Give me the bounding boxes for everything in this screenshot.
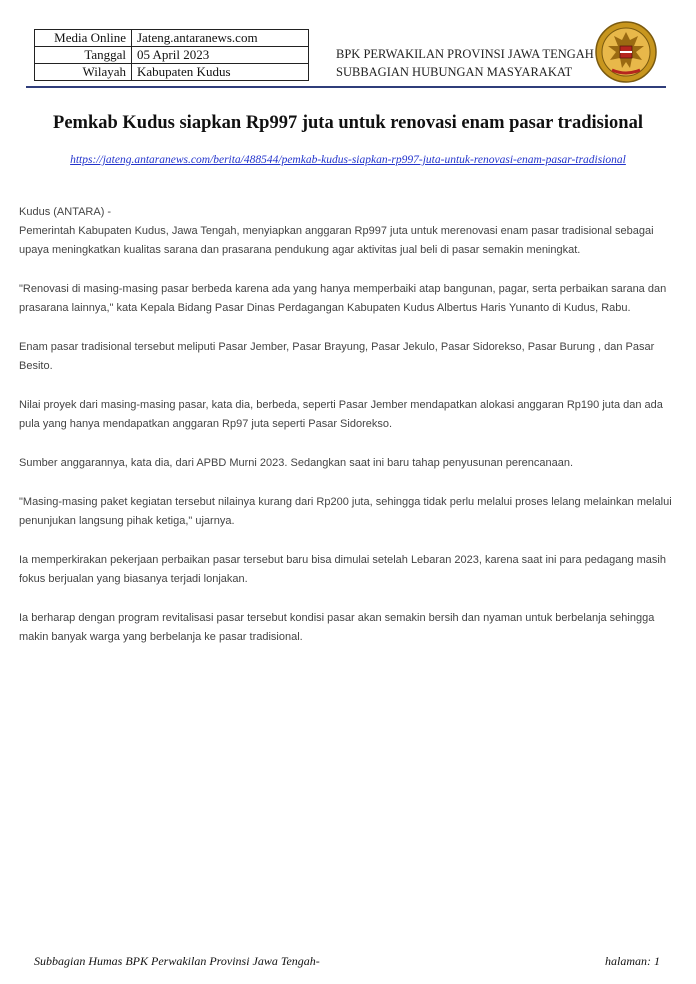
org-name: BPK PERWAKILAN PROVINSI JAWA TENGAH (336, 47, 594, 61)
media-info-table (34, 29, 309, 81)
org-heading (336, 45, 594, 81)
article-paragraph: Nilai proyek dari masing-masing pasar, kata dia, berbeda, seperti Pasar Jember mendapatkan alokasi anggaran Rp190 juta dan ada pula yang hanya mendapatkan anggaran Rp97 juta seperti Pasar Sidorekso. (19, 399, 663, 430)
date-info-row (35, 47, 309, 64)
media-label: Media Online (35, 30, 132, 47)
article-title: Pemkab Kudus siapkan Rp997 juta untuk renovasi enam pasar tradisional (53, 113, 643, 133)
article-paragraph: "Masing-masing paket kegiatan tersebut nilainya kurang dari Rp200 juta, sehingga tidak perlu melalui proses lelang melainkan melalui penunjukan langsung pihak ketiga," ujarnya. (19, 496, 672, 527)
media-info-row (35, 30, 309, 47)
date-label: Tanggal (35, 47, 132, 64)
region-value: Kabupaten Kudus (132, 64, 309, 81)
article-source-link[interactable]: https://jateng.antaranews.com/berita/488544/pemkab-kudus-siapkan-rp997-juta-untuk-renovasi-enam-pasar-tradisional (70, 154, 626, 166)
article-paragraph: Sumber anggarannya, kata dia, dari APBD Murni 2023. Sedangkan saat ini baru tahap penyusunan perencanaan. (19, 457, 574, 469)
article-paragraph: Pemerintah Kabupaten Kudus, Jawa Tengah, menyiapkan anggaran Rp997 juta untuk merenovasi enam pasar tradisional sebagai upaya meningkatkan kualitas sarana dan prasarana pendukung agar aktivitas jual beli di pasar semakin meningkat. (19, 225, 654, 256)
org-division: SUBBAGIAN HUBUNGAN MASYARAKAT (336, 65, 573, 79)
article-paragraph: Ia memperkirakan pekerjaan perbaikan pasar tersebut baru bisa dimulai setelah Lebaran 2023, karena saat ini para pedagang masih fokus berjualan yang biasanya terjadi lonjakan. (19, 554, 666, 585)
article-paragraph: Enam pasar tradisional tersebut meliputi Pasar Jember, Pasar Brayung, Pasar Jekulo, Pasar Sidorekso, Pasar Burung , dan Pasar Besito. (19, 341, 655, 372)
date-value: 05 April 2023 (132, 47, 309, 64)
article-body (19, 203, 681, 667)
region-info-row (35, 64, 309, 81)
article-paragraph: Ia berharap dengan program revitalisasi pasar tersebut kondisi pasar akan semakin bersih dan nyaman untuk berbelanja sehingga makin banyak warga yang berbelanja ke pasar tradisional. (19, 612, 655, 643)
media-value: Jateng.antaranews.com (132, 30, 309, 47)
region-label: Wilayah (35, 64, 132, 81)
page-number: halaman: 1 (605, 954, 660, 968)
article-dateline: Kudus (ANTARA) - (19, 206, 112, 218)
header-divider (26, 86, 666, 88)
article-paragraph: "Renovasi di masing-masing pasar berbeda karena ada yang hanya memperbaiki atap bangunan, pagar, serta perbaikan sarana dan prasarana lainnya," kata Kepala Bidang Pasar Dinas Perdagangan Kabupaten Kudus Albertus Haris Yunanto di Kudus, Rabu. (19, 283, 667, 314)
bpk-logo-icon (594, 20, 658, 84)
footer-org: Subbagian Humas BPK Perwakilan Provinsi Jawa Tengah- (34, 954, 320, 968)
